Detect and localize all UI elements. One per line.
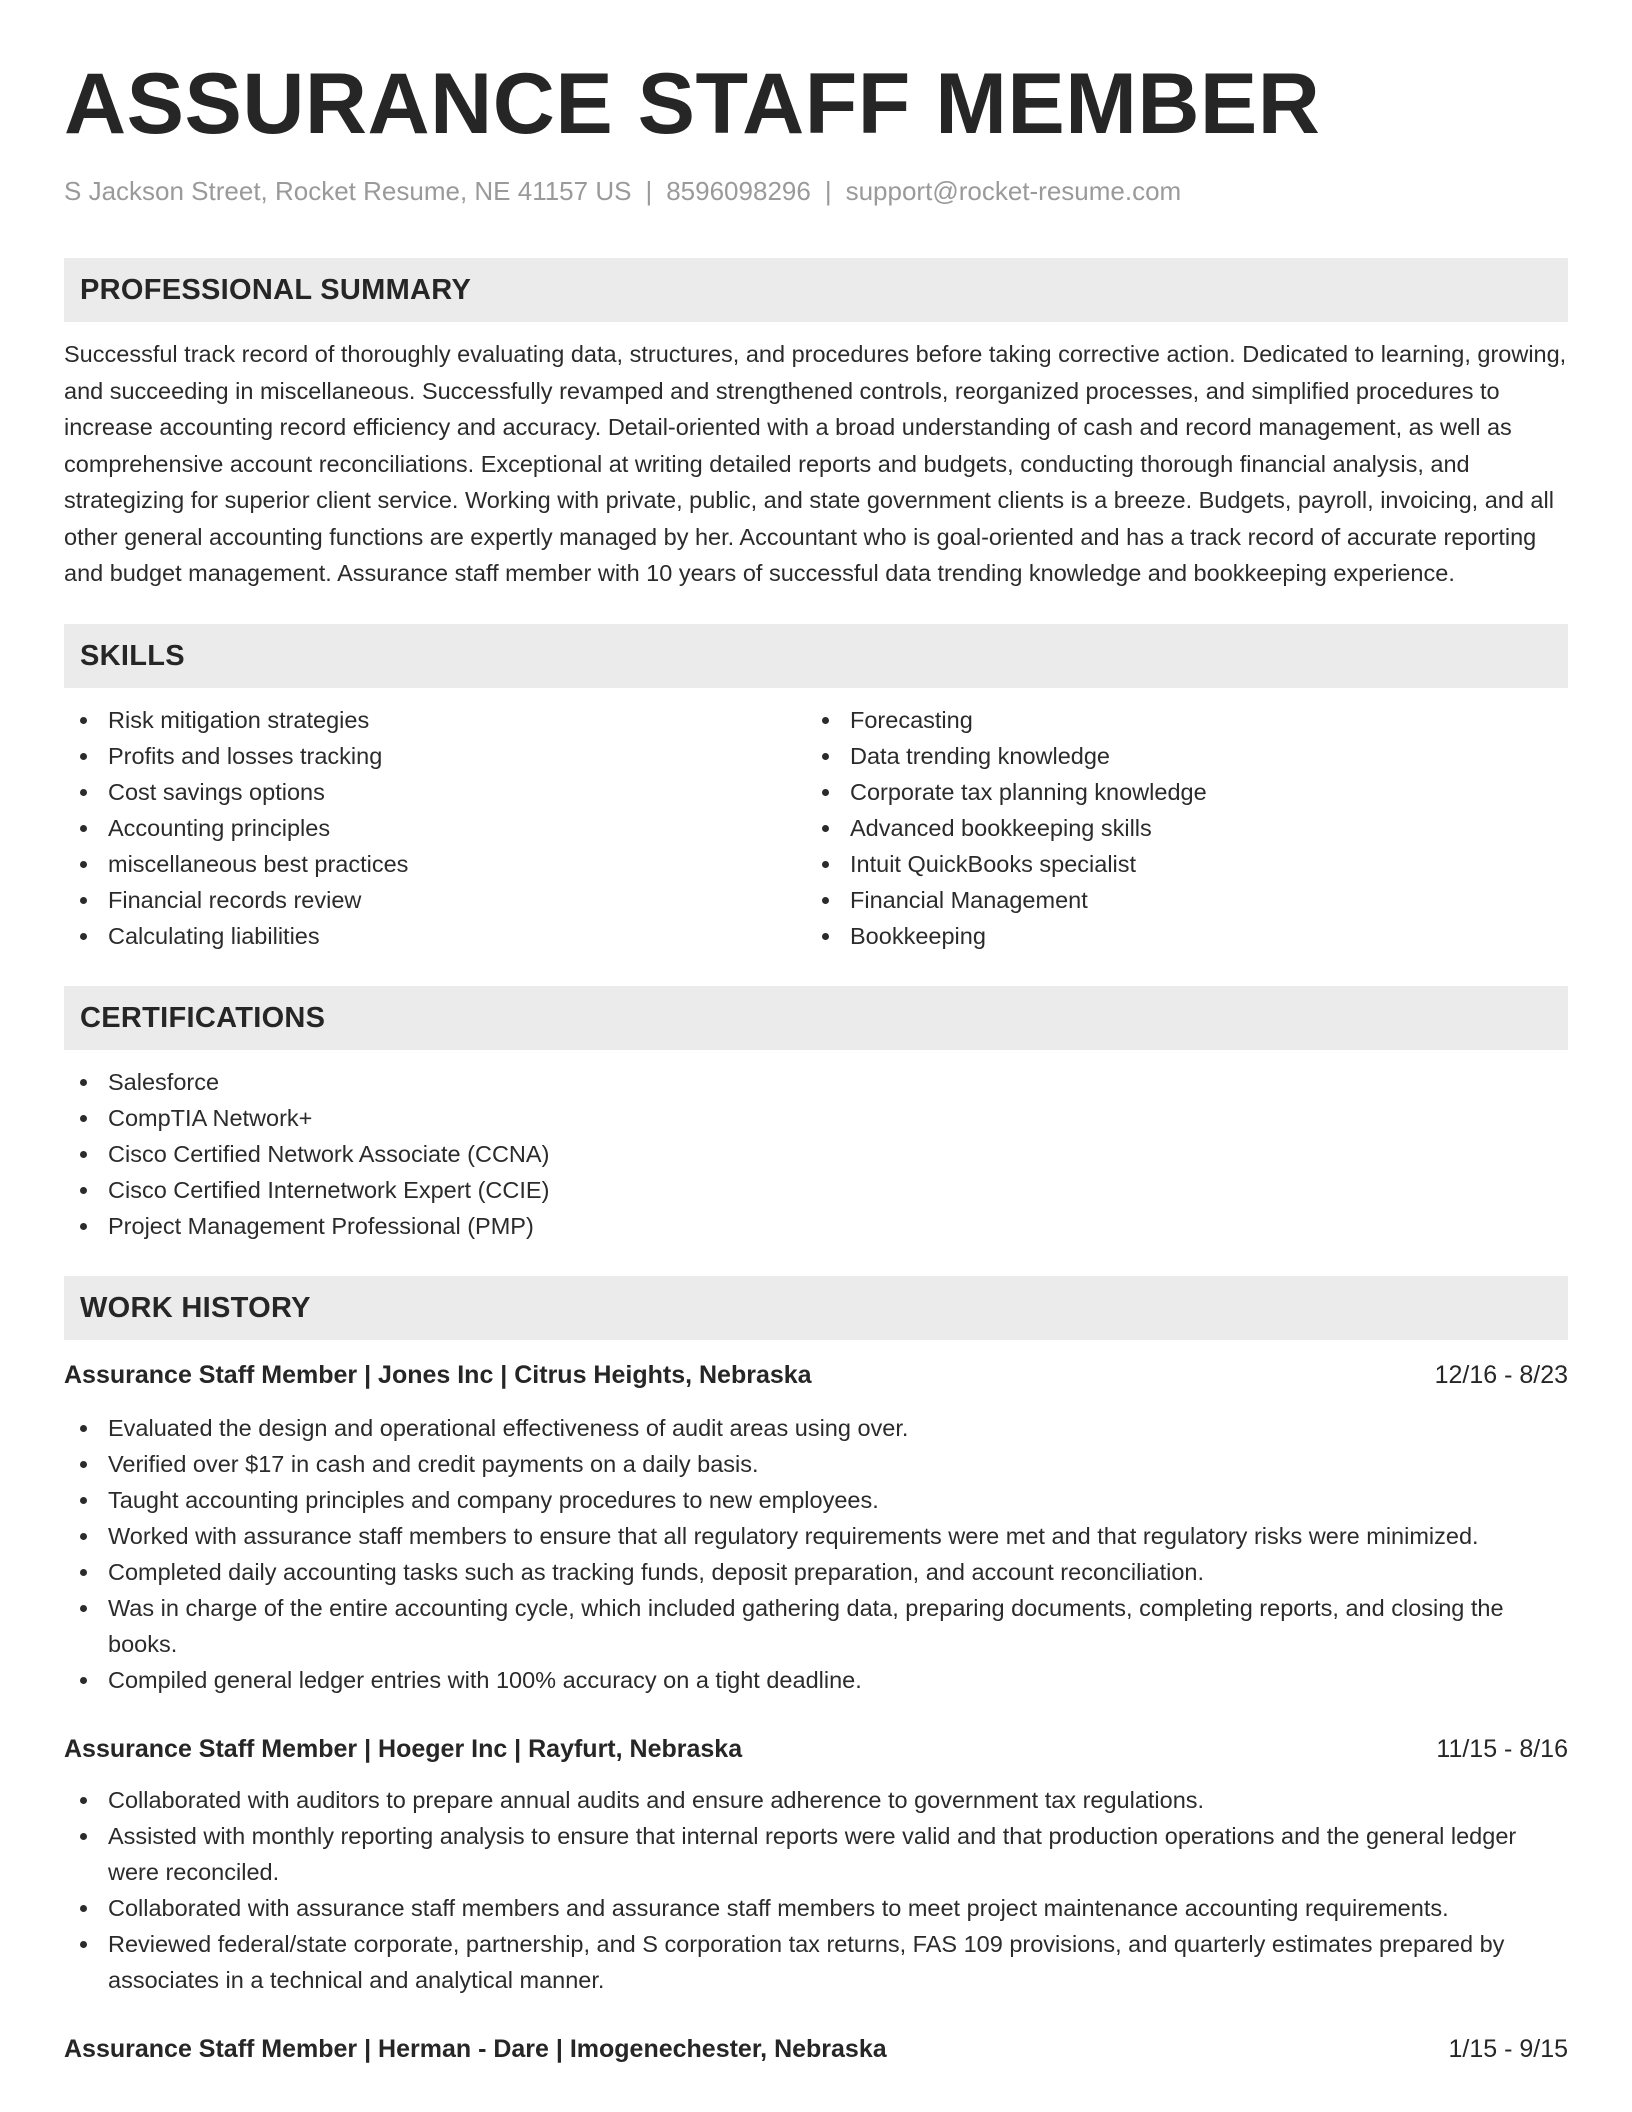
list-item: Profits and losses tracking [64,738,806,774]
certifications-heading: CERTIFICATIONS [64,986,1568,1050]
list-item: Project Management Professional (PMP) [64,1208,1568,1244]
contact-phone: 8596098296 [666,176,811,206]
job-entry [64,1358,1568,1698]
list-item: Cost savings options [64,774,806,810]
job-entry [64,2032,1568,2066]
job-header [64,1732,1568,1766]
job-title: Assurance Staff Member | Hoeger Inc | Rayfurt, Nebraska [64,1734,743,1763]
list-item: Bookkeeping [806,918,1548,954]
list-item: Evaluated the design and operational effectiveness of audit areas using over. [64,1410,1568,1446]
candidate-name: ASSURANCE STAFF MEMBER [64,56,1321,152]
list-item: Accounting principles [64,810,806,846]
resume-page [64,0,1568,2066]
job-entry [64,1732,1568,1998]
list-item: Financial records review [64,882,806,918]
list-item: Data trending knowledge [806,738,1548,774]
list-item: Verified over $17 in cash and credit payments on a daily basis. [64,1446,1568,1482]
job-bullets [64,1782,1568,1998]
list-item: Intuit QuickBooks specialist [806,846,1548,882]
skills-list-right [806,702,1548,954]
list-item: Reviewed federal/state corporate, partnership, and S corporation tax returns, FAS 109 provisions, and quarterly estimates prepared by associates in a technical and analytical manner. [64,1926,1568,1998]
list-item: CompTIA Network+ [64,1100,1568,1136]
contact-line [64,174,1568,208]
list-item: Assisted with monthly reporting analysis to ensure that internal reports were valid and that production operations and the general ledger were reconciled. [64,1818,1568,1890]
list-item: Collaborated with auditors to prepare annual audits and ensure adherence to government tax regulations. [64,1782,1568,1818]
job-header [64,2032,1568,2066]
job-header [64,1358,1568,1392]
job-dates: 1/15 - 9/15 [1448,2034,1568,2063]
contact-address: S Jackson Street, Rocket Resume, NE 41157 US [64,176,632,206]
list-item: Calculating liabilities [64,918,806,954]
certifications-list [64,1064,1568,1244]
contact-separator: | [824,176,832,206]
contact-email[interactable]: support@rocket-resume.com [845,176,1182,206]
list-item: Cisco Certified Network Associate (CCNA) [64,1136,1568,1172]
job-title: Assurance Staff Member | Jones Inc | Citrus Heights, Nebraska [64,1360,812,1389]
job-bullets [64,1410,1568,1698]
job-title: Assurance Staff Member | Herman - Dare | Imogenechester, Nebraska [64,2034,887,2063]
summary-text: Successful track record of thoroughly evaluating data, structures, and procedures before taking corrective action. Dedicated to learning, growing, and succeeding in miscellaneous. Successfully revamped and strengthened controls, reorganized processes, and simplified procedures to increase accounting record efficiency and accuracy. Detail-oriented with a broad understanding of cash and record management, as well as comprehensive account reconciliations. Exceptional at writing detailed reports and budgets, conducting thorough financial analysis, and strategizing for superior client service. Working with private, public, and state government clients is a breeze. Budgets, payroll, invoicing, and all other general accounting functions are expertly managed by her. Accountant who is goal-oriented and has a track record of accurate reporting and budget management. Assurance staff member with 10 years of successful data trending knowledge and bookkeeping experience. [64,341,1567,586]
contact-separator: | [645,176,653,206]
skills-column-right [806,702,1548,954]
summary-heading: PROFESSIONAL SUMMARY [64,258,1568,322]
work-history-heading: WORK HISTORY [64,1276,1568,1340]
job-dates: 11/15 - 8/16 [1436,1734,1568,1763]
skills-columns [64,702,1568,954]
list-item: Collaborated with assurance staff members and assurance staff members to meet project maintenance accounting requirements. [64,1890,1568,1926]
skills-column-left [64,702,806,954]
list-item: Cisco Certified Internetwork Expert (CCIE) [64,1172,1568,1208]
list-item: Forecasting [806,702,1548,738]
list-item: Advanced bookkeeping skills [806,810,1548,846]
list-item: Financial Management [806,882,1548,918]
skills-list-left [64,702,806,954]
job-dates: 12/16 - 8/23 [1434,1360,1568,1389]
list-item: miscellaneous best practices [64,846,806,882]
list-item: Salesforce [64,1064,1568,1100]
list-item: Compiled general ledger entries with 100% accuracy on a tight deadline. [64,1662,1568,1698]
list-item: Worked with assurance staff members to ensure that all regulatory requirements were met and that regulatory risks were minimized. [64,1518,1568,1554]
list-item: Taught accounting principles and company procedures to new employees. [64,1482,1568,1518]
list-item: Completed daily accounting tasks such as tracking funds, deposit preparation, and account reconciliation. [64,1554,1568,1590]
list-item: Risk mitigation strategies [64,702,806,738]
skills-heading: SKILLS [64,624,1568,688]
list-item: Was in charge of the entire accounting cycle, which included gathering data, preparing documents, completing reports, and closing the books. [64,1590,1568,1662]
list-item: Corporate tax planning knowledge [806,774,1548,810]
